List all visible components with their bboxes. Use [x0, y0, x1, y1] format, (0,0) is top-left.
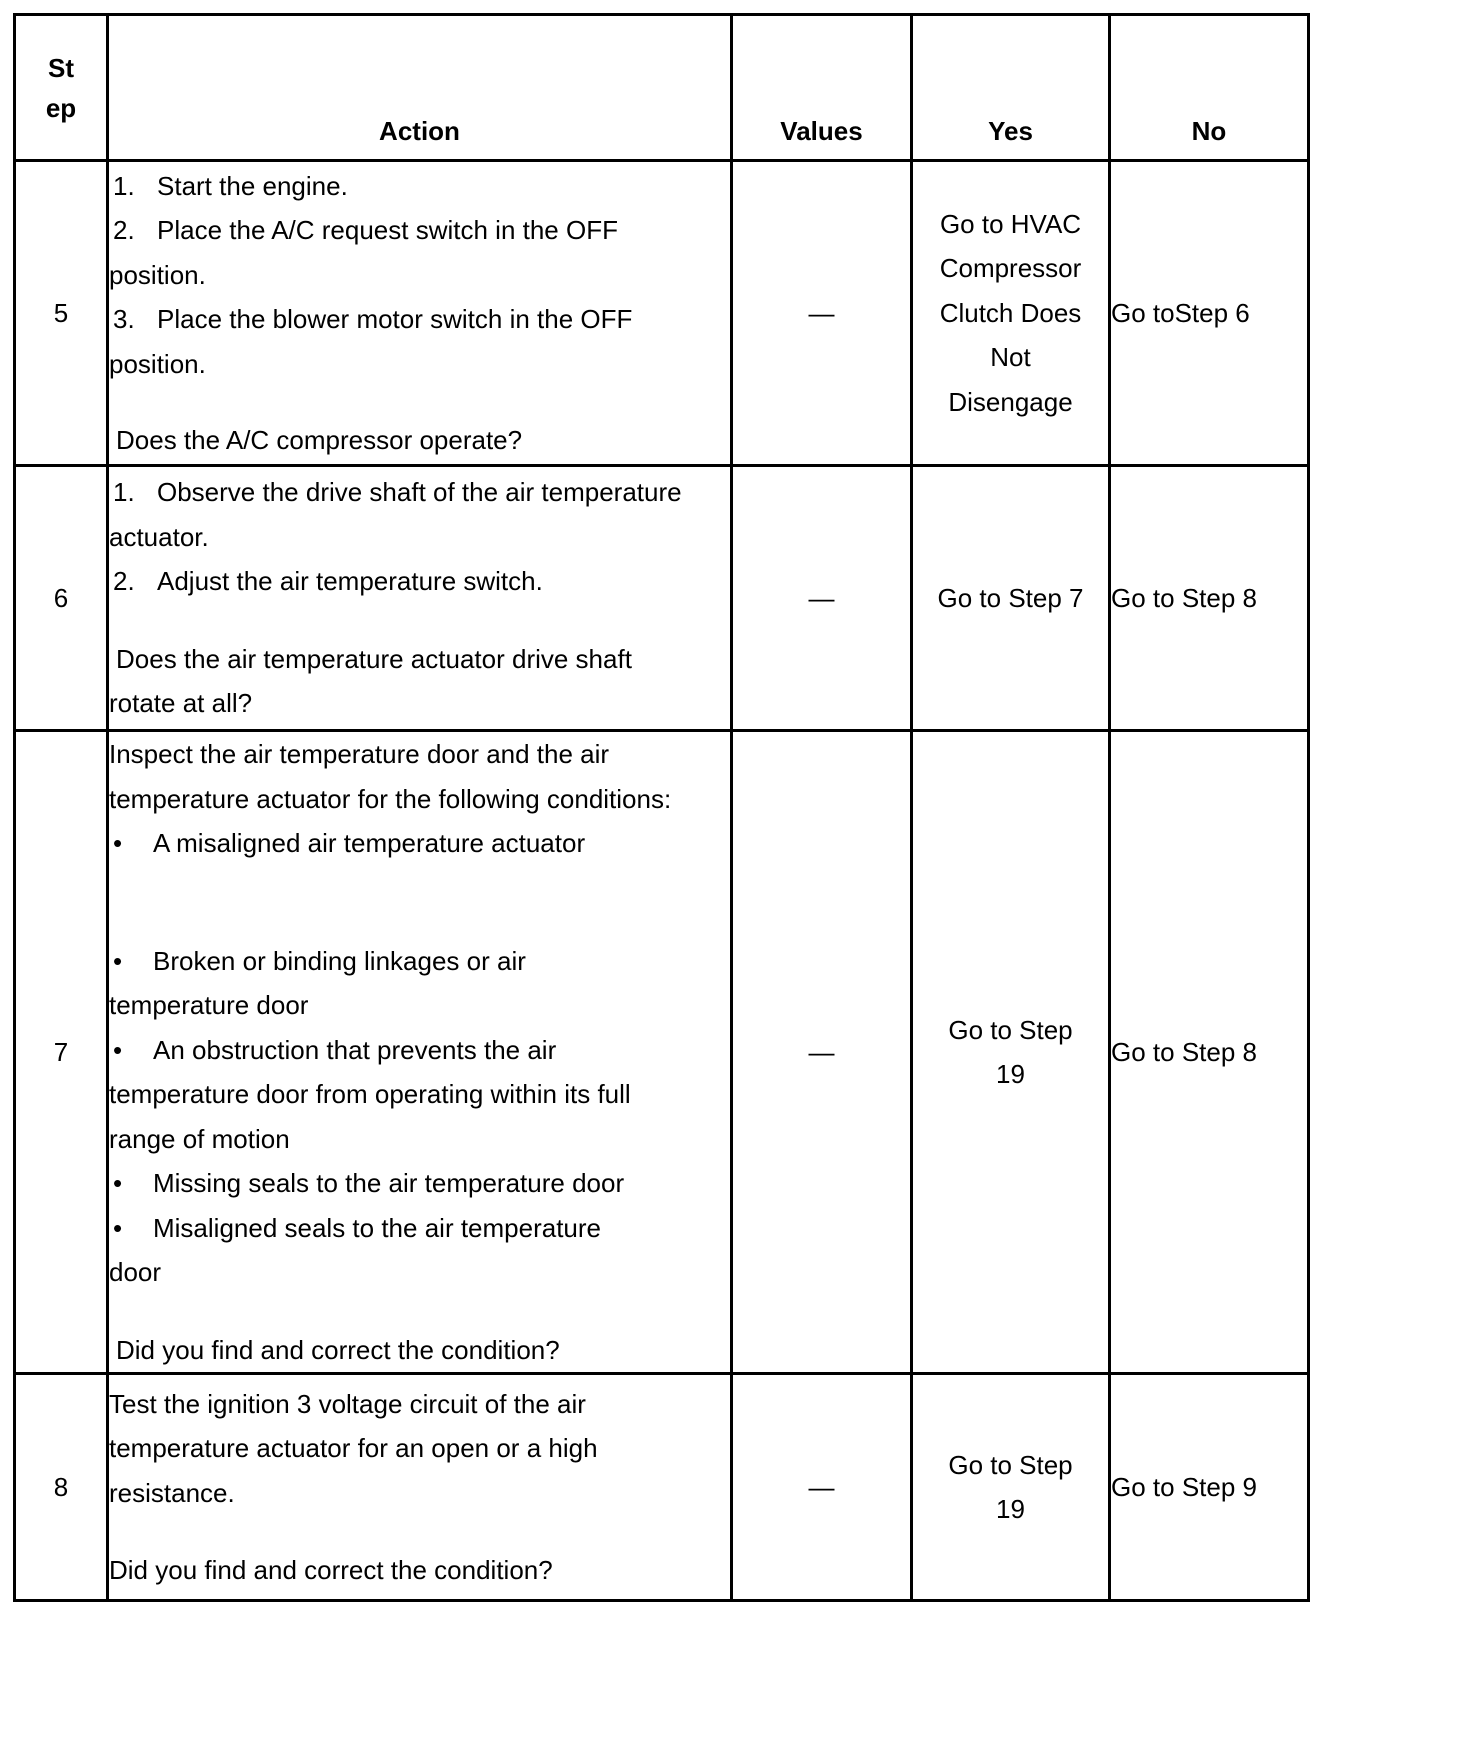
step-number: 7	[15, 731, 108, 1374]
header-values: Values	[732, 15, 912, 161]
values-cell: —	[732, 466, 912, 731]
values-cell: —	[732, 161, 912, 466]
bullet-icon: •	[113, 1168, 123, 1198]
diagnostic-table	[13, 13, 1310, 1602]
action-cell: Test the ignition 3 voltage circuit of the air temperature actuator for an open or a high resistance. Did you find and correct the condition?	[108, 1374, 732, 1601]
values-cell: —	[732, 731, 912, 1374]
bullet-icon: •	[113, 1034, 123, 1065]
step-number: 8	[15, 1374, 108, 1601]
step-number: 5	[15, 161, 108, 466]
action-question: Did you find and correct the condition?	[109, 1555, 553, 1585]
no-cell: Go to Step 8	[1110, 466, 1309, 731]
table-row	[15, 161, 1309, 466]
yes-cell: Go to Step 7	[912, 466, 1110, 731]
action-question: Does the air temperature actuator drive shaft	[116, 643, 632, 674]
step-number: 6	[15, 466, 108, 731]
no-cell: Go to Step 8	[1110, 731, 1309, 1374]
yes-cell: Go to Step 19	[912, 1374, 1110, 1601]
values-cell: —	[732, 1374, 912, 1601]
action-question: Does the A/C compressor operate?	[116, 425, 523, 455]
yes-cell: Go to HVAC Compressor Clutch Does Not Disengage	[912, 161, 1110, 466]
action-cell: Inspect the air temperature door and the air temperature actuator for the following conditions: • A misaligned air temperature actuator • Broken or binding linkages or air temperature door • An obstruction that prevents the air temperature door from operating within its full range of motion • Missing seals to the air temperature door • Misaligned seals to the air temperature door Did you find and correct the condition?	[108, 731, 732, 1374]
bullet-icon: •	[113, 828, 123, 858]
bullet-icon: •	[113, 945, 123, 976]
header-yes: Yes	[912, 15, 1110, 161]
yes-cell: Go to Step 19	[912, 731, 1110, 1374]
action-cell: 1. Start the engine. 2. Place the A/C request switch in the OFF position. 3. Place the blower motor switch in the OFF position. Does the A/C compressor operate?	[108, 161, 732, 466]
header-action: Action	[108, 15, 732, 161]
header-row	[15, 15, 1309, 161]
no-cell: Go toStep 6	[1110, 161, 1309, 466]
header-no: No	[1110, 15, 1309, 161]
table-row	[15, 731, 1309, 1374]
action-question: Did you find and correct the condition?	[116, 1334, 560, 1365]
no-cell: Go to Step 9	[1110, 1374, 1309, 1601]
bullet-icon: •	[113, 1212, 123, 1243]
table-row	[15, 466, 1309, 731]
action-cell: 1. Observe the drive shaft of the air temperature actuator. 2. Adjust the air temperature switch. Does the air temperature actuator drive shaft rotate at all?	[108, 466, 732, 731]
table-row	[15, 1374, 1309, 1601]
header-step: St ep	[15, 15, 108, 161]
